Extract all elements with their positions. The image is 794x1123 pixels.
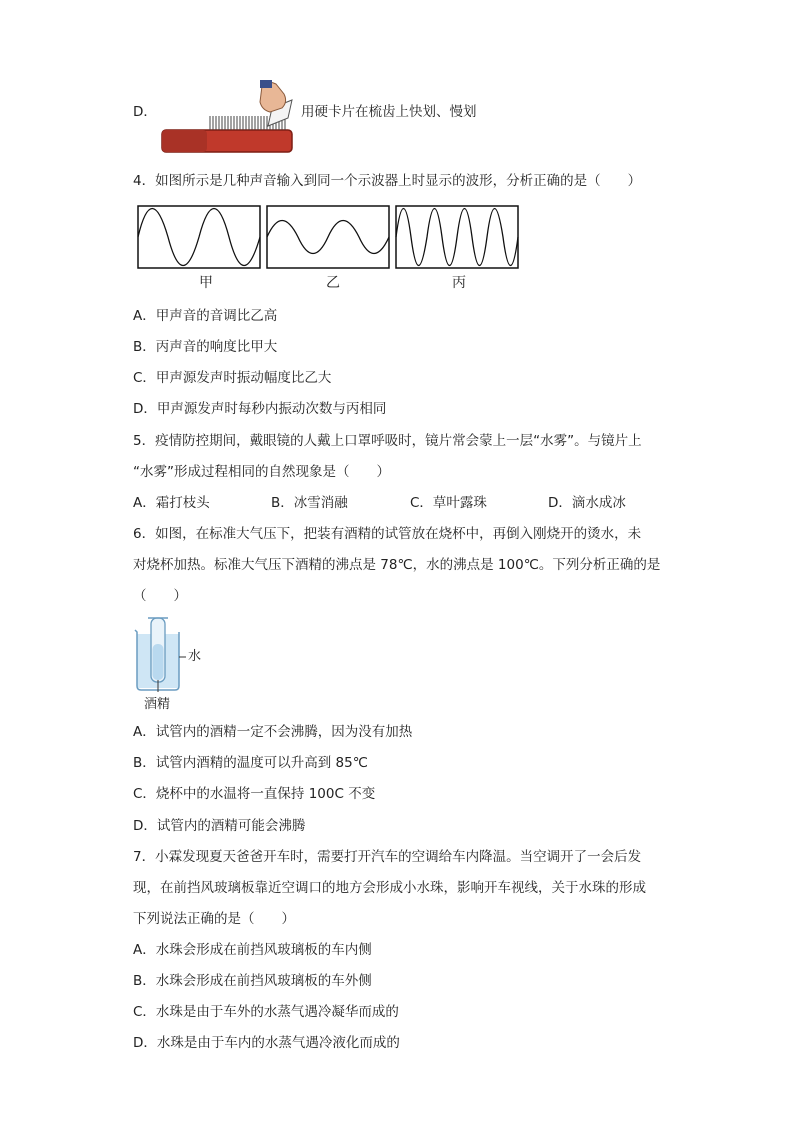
q5-option-b: B．冰雪消融 — [271, 495, 348, 511]
q5-option-c: C．草叶露珠 — [410, 495, 487, 511]
q5-stem-line1: 5．疫情防控期间，戴眼镜的人戴上口罩呼吸时，镜片常会蒙上一层“水雾”。与镜片上 — [133, 433, 642, 449]
q6-option-b: B．试管内酒精的温度可以升高到 85℃ — [133, 755, 368, 771]
q7-stem-line2: 现，在前挡风玻璃板靠近空调口的地方会形成小水珠，影响开车视线，关于水珠的形成 — [133, 880, 646, 896]
q4-option-d: D．甲声源发声时每秒内振动次数与丙相同 — [133, 401, 387, 417]
oscilloscope-waveforms — [137, 205, 527, 271]
wave-jia — [138, 209, 260, 266]
panel-label-jia: 甲 — [199, 275, 213, 291]
q7-stem-line1: 7．小霖发现夏天爸爸开车时，需要打开汽车的空调给车内降温。当空调开了一会后发 — [133, 849, 642, 865]
q4-stem: 4．如图所示是几种声音输入到同一个示波器上时显示的波形，分析正确的是（ ） — [133, 173, 642, 189]
q4-option-b: B．丙声音的响度比甲大 — [133, 339, 278, 355]
figure-label-alcohol: 酒精 — [144, 697, 171, 712]
q4-option-a: A．甲声音的音调比乙高 — [133, 308, 278, 324]
q7-option-a: A．水珠会形成在前挡风玻璃板的车内侧 — [133, 942, 372, 958]
q5-option-d: D．滴水成冰 — [548, 495, 626, 511]
q5-option-a: A．霜打枝头 — [133, 495, 210, 511]
comb-card-figure — [160, 78, 300, 158]
q3-option-d-letter: D． — [133, 104, 157, 120]
q6-option-c: C．烧杯中的水温将一直保持 100C 不变 — [133, 786, 376, 802]
q6-stem-line3: （ ） — [133, 588, 187, 604]
q6-stem-line2: 对烧杯加热。标准大气压下酒精的沸点是 78℃，水的沸点是 100℃。下列分析正确的是 — [133, 557, 661, 573]
panel-label-yi: 乙 — [326, 275, 340, 291]
wave-yi — [267, 221, 389, 254]
figure-label-water: 水 — [188, 649, 202, 664]
q7-option-d: D．水珠是由于车内的水蒸气遇冷液化而成的 — [133, 1035, 400, 1051]
q7-option-c: C．水珠是由于车外的水蒸气遇冷凝华而成的 — [133, 1004, 399, 1020]
panel-label-bing: 丙 — [452, 275, 466, 291]
q7-option-b: B．水珠会形成在前挡风玻璃板的车外侧 — [133, 973, 372, 989]
q6-option-d: D．试管内的酒精可能会沸腾 — [133, 818, 306, 834]
wave-bing — [396, 209, 518, 266]
q7-stem-line3: 下列说法正确的是（ ） — [133, 911, 295, 927]
q3-option-d-caption: 用硬卡片在梳齿上快划、慢划 — [301, 104, 477, 120]
q6-stem-line1: 6．如图，在标准大气压下，把装有酒精的试管放在烧杯中，再倒入刚烧开的烫水，未 — [133, 526, 642, 542]
q6-option-a: A．试管内的酒精一定不会沸腾，因为没有加热 — [133, 724, 413, 740]
q4-option-c: C．甲声源发声时振动幅度比乙大 — [133, 370, 332, 386]
q5-stem-line2: “水雾”形成过程相同的自然现象是（ ） — [133, 464, 390, 480]
